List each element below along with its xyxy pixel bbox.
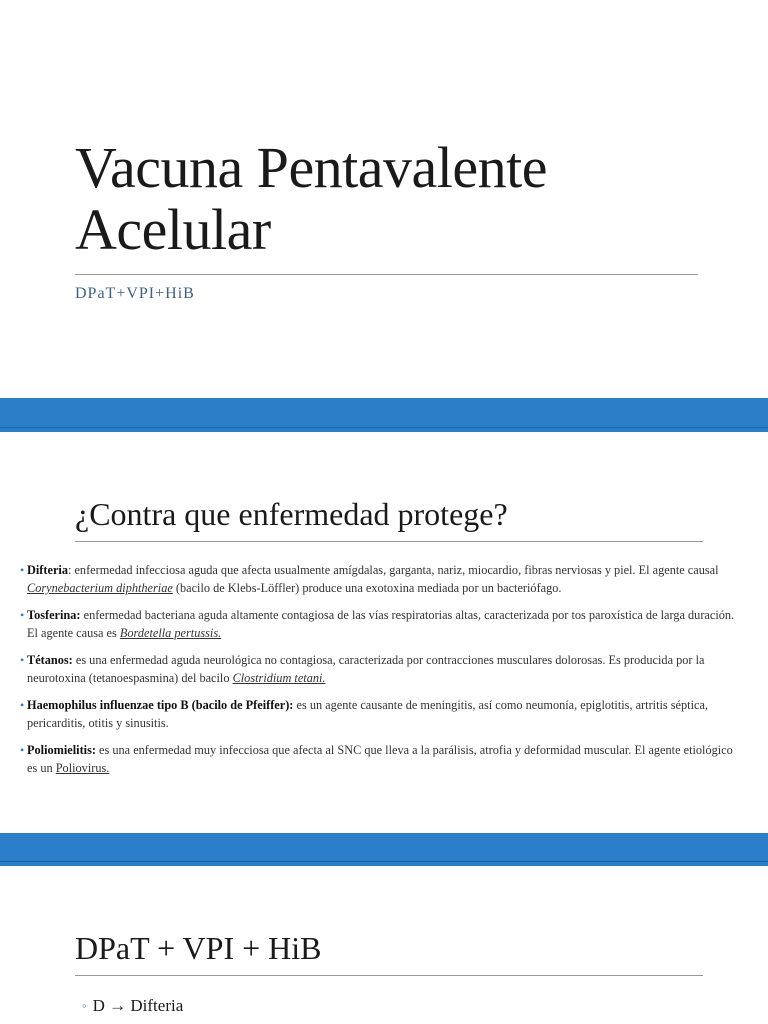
disease-text: es un agente causante de meningitis, así como neumonía, epiglotitis, artritis séptica, pericarditis, otitis y sinusitis. xyxy=(27,698,708,730)
disease-term: Poliomielitis: xyxy=(27,743,96,757)
slide-title: DPaT + VPI + HiB xyxy=(75,930,322,966)
disease-agent: Poliovirus. xyxy=(55,761,110,775)
disease-item-difteria xyxy=(20,561,740,597)
composition-slide xyxy=(0,866,768,1024)
slide-title-line1: Vacuna Pentavalente xyxy=(75,135,548,200)
circle-bullet-icon: ◦ xyxy=(82,998,87,1013)
slide-separator-band-2 xyxy=(0,833,768,866)
disease-text-end: (bacilo de Klebs-Löffler) produce una exotoxina mediada por un bacteriófago. xyxy=(172,581,562,595)
item-letter: D xyxy=(92,996,105,1015)
item-label: Difteria xyxy=(130,996,184,1015)
disease-item-tetanos xyxy=(20,651,740,687)
slide-separator-band-1 xyxy=(0,398,768,432)
disease-text: es una enfermedad aguda neurológica no contagiosa, caracterizada por contracciones musculares dolorosas. Es producida por la neurotoxina (tetanoespasmina) del bacilo xyxy=(27,653,705,685)
disease-agent: Clostridium tetani. xyxy=(232,671,326,685)
disease-agent: Corynebacterium diphtheriae xyxy=(27,581,173,595)
bullet-icon: • xyxy=(20,608,25,622)
disease-item-haemophilus xyxy=(20,696,740,732)
disease-item-poliomielitis xyxy=(20,741,740,777)
slide-title-line2: Acelular xyxy=(75,197,271,262)
disease-text: es una enfermedad muy infecciosa que afecta al SNC que lleva a la parálisis, atrofia y deformidad muscular. El agente etiológico es un xyxy=(27,743,733,775)
title-slide xyxy=(0,0,768,398)
disease-term: Tétanos: xyxy=(27,653,73,667)
bullet-icon: • xyxy=(20,653,25,667)
diseases-slide xyxy=(0,432,768,833)
disease-text: enfermedad bacteriana aguda altamente contagiosa de las vías respiratorias altas, caracterizada por tos paroxística de larga duración. El agente causa es xyxy=(27,608,735,640)
slide-title xyxy=(75,137,547,261)
disease-list xyxy=(20,561,740,786)
bullet-icon: • xyxy=(20,563,25,577)
bullet-icon: • xyxy=(20,698,25,712)
disease-term: Tosferina: xyxy=(27,608,81,622)
title-divider xyxy=(75,274,698,275)
title-divider xyxy=(75,541,703,542)
title-divider xyxy=(75,975,703,976)
disease-term: Difteria xyxy=(27,563,68,577)
disease-text: : enfermedad infecciosa aguda que afecta usualmente amígdalas, garganta, nariz, miocardio, fibras nerviosas y piel. El agente causal xyxy=(67,563,719,577)
disease-agent: Bordetella pertussis. xyxy=(119,626,222,640)
slide-title: ¿Contra que enfermedad protege? xyxy=(75,496,508,532)
composition-item-d xyxy=(82,996,183,1016)
bullet-icon: • xyxy=(20,743,25,757)
disease-term: Haemophilus influenzae tipo B (bacilo de Pfeiffer): xyxy=(27,698,294,712)
disease-item-tosferina xyxy=(20,606,740,642)
slide-subtitle: DPaT+VPI+HiB xyxy=(75,285,195,302)
right-arrow-icon: → xyxy=(109,996,127,1015)
